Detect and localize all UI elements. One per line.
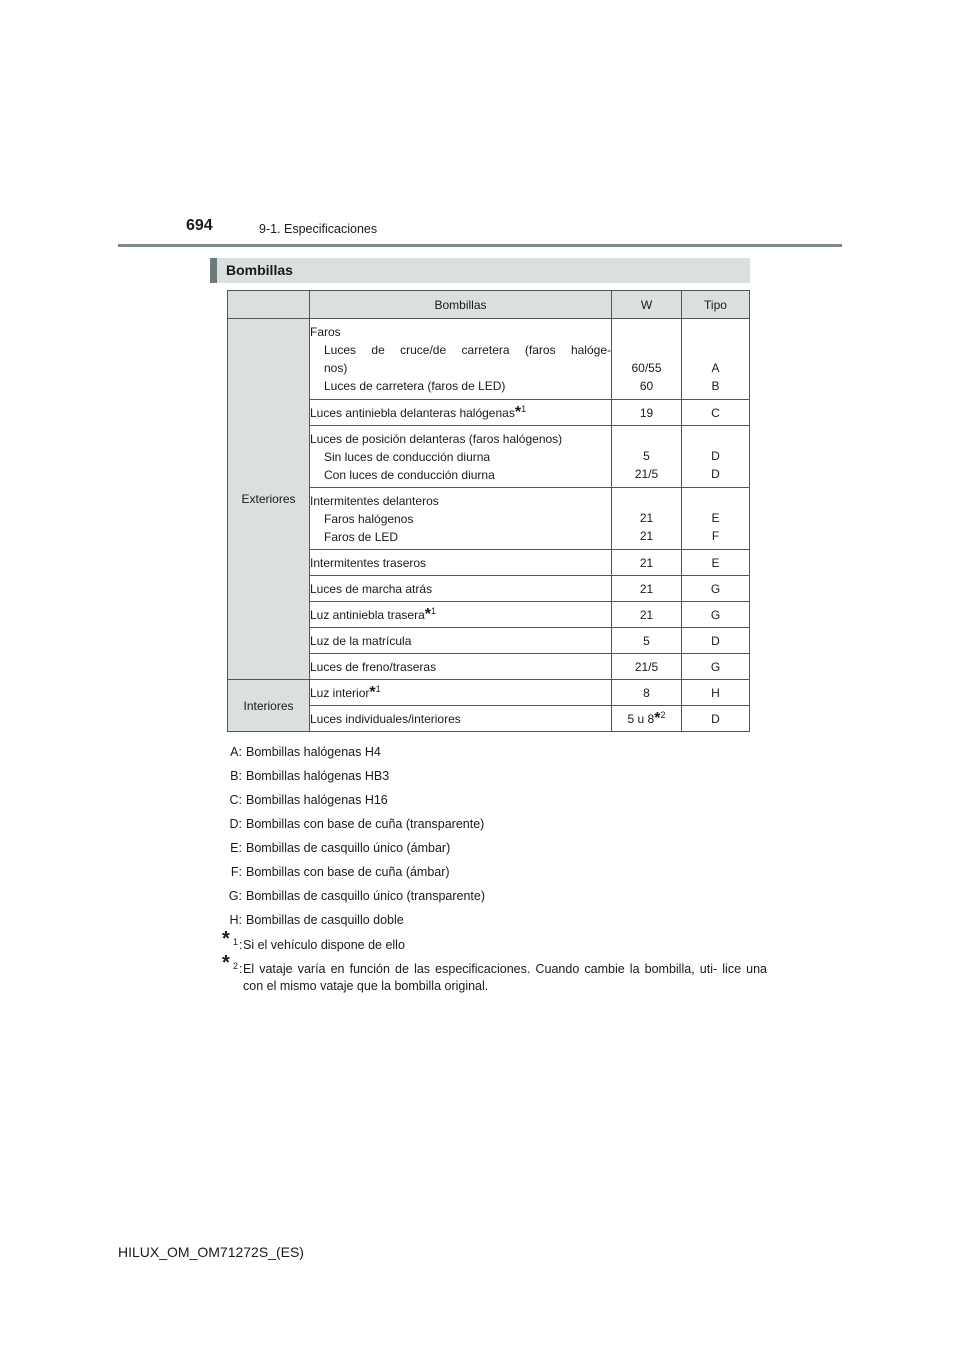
row-title: Luces individuales/interiores xyxy=(310,706,612,732)
row-sub: Luces de carretera (faros de LED) xyxy=(324,379,506,393)
asterisk-icon: * xyxy=(514,403,522,421)
legend-item xyxy=(226,912,485,936)
row-name xyxy=(310,400,612,426)
table-row xyxy=(228,319,750,400)
footnote-number: 2 xyxy=(233,961,239,971)
wattage: 60 xyxy=(639,379,654,393)
type: D xyxy=(682,706,750,732)
asterisk-icon: * xyxy=(222,952,230,974)
legend-text: Bombillas halógenas H16 xyxy=(246,793,388,807)
type: G xyxy=(682,654,750,680)
row-sub: Sin luces de conducción diurna xyxy=(324,449,491,464)
type: G xyxy=(682,602,750,628)
legend-item xyxy=(226,792,485,816)
note-ref: 1 xyxy=(521,403,527,414)
row-sub: Faros de LED xyxy=(324,529,399,544)
bulbs-table xyxy=(227,290,750,732)
type: D xyxy=(711,467,720,481)
asterisk-icon: * xyxy=(222,928,230,950)
wattage: 8 xyxy=(612,680,682,706)
legend-text: Bombillas de casquillo único (ámbar) xyxy=(246,841,451,855)
type: H xyxy=(682,680,750,706)
legend-key: D: xyxy=(229,817,242,831)
legend-key: F: xyxy=(230,865,242,879)
wattage: 60/55 xyxy=(631,361,662,375)
row-title: Luz antiniebla trasera xyxy=(310,607,425,622)
wattage-cell xyxy=(612,319,682,400)
note-ref: 1 xyxy=(375,683,381,694)
group-label: Interiores xyxy=(228,680,310,732)
asterisk-icon: * xyxy=(424,605,431,623)
row-title: Luces antiniebla delanteras halógenas xyxy=(310,405,515,420)
type-legend xyxy=(226,744,485,936)
legend-item xyxy=(226,816,485,840)
row-sub: nos) xyxy=(324,361,348,375)
wattage: 21 xyxy=(612,576,682,602)
row-name xyxy=(310,488,612,550)
table-header-row xyxy=(228,291,750,319)
wattage-cell xyxy=(612,706,682,732)
row-title: Luces de posición delanteras (faros halógenos) xyxy=(310,431,563,446)
type: G xyxy=(682,576,750,602)
footnote-text: El vataje varía en función de las especificaciones. Cuando cambie la bombilla, uti- lice una con el mismo vataje que la bombilla original. xyxy=(243,962,767,993)
type-cell xyxy=(682,488,750,550)
note-ref: 1 xyxy=(430,605,436,616)
type: D xyxy=(682,628,750,654)
row-title: Intermitentes traseros xyxy=(310,550,612,576)
heading-text: Bombillas xyxy=(226,262,293,278)
legend-key: E: xyxy=(230,841,242,855)
table-row xyxy=(228,680,750,706)
header-empty-cell xyxy=(228,291,310,319)
legend-key: A: xyxy=(230,745,242,759)
legend-item xyxy=(226,840,485,864)
section-heading xyxy=(210,258,750,283)
wattage-cell xyxy=(612,426,682,488)
wattage: 5 xyxy=(612,628,682,654)
row-sub: Luces de cruce/de carretera (faros halóge- xyxy=(324,343,611,357)
legend-text: Bombillas con base de cuña (transparente) xyxy=(246,817,485,831)
type: F xyxy=(711,529,720,543)
type: B xyxy=(711,379,720,393)
wattage: 21 xyxy=(612,550,682,576)
wattage: 5 u 8 xyxy=(627,711,655,726)
row-name xyxy=(310,319,612,400)
row-title: Luz de la matrícula xyxy=(310,628,612,654)
type: C xyxy=(682,400,750,426)
legend-key: C: xyxy=(229,793,242,807)
row-title: Luz interior xyxy=(310,685,370,700)
header-rule xyxy=(118,244,842,247)
row-title: Luces de freno/traseras xyxy=(310,654,612,680)
legend-text: Bombillas halógenas HB3 xyxy=(246,769,390,783)
legend-text: Bombillas halógenas H4 xyxy=(246,745,381,759)
row-sub: Faros halógenos xyxy=(324,511,414,526)
heading-bar xyxy=(210,258,217,283)
row-name xyxy=(310,602,612,628)
type-cell xyxy=(682,319,750,400)
column-header: Bombillas xyxy=(310,291,612,319)
section-title: 9-1. Especificaciones xyxy=(259,222,378,236)
type-cell xyxy=(682,426,750,488)
wattage: 21/5 xyxy=(634,467,659,481)
legend-text: Bombillas con base de cuña (ámbar) xyxy=(246,865,450,879)
row-sub: Con luces de conducción diurna xyxy=(324,467,495,482)
legend-item xyxy=(226,768,485,792)
row-title: Faros xyxy=(310,325,341,339)
type: E xyxy=(711,511,720,525)
wattage: 21 xyxy=(639,511,654,525)
footnote-number: 1 xyxy=(233,937,239,947)
column-header: Tipo xyxy=(682,291,750,319)
asterisk-icon: * xyxy=(369,683,376,701)
legend-item xyxy=(226,888,485,912)
wattage: 19 xyxy=(612,400,682,426)
footnote-text: Si el vehículo dispone de ello xyxy=(243,938,405,952)
wattage: 21/5 xyxy=(612,654,682,680)
row-name xyxy=(310,426,612,488)
type: E xyxy=(682,550,750,576)
row-title: Intermitentes delanteros xyxy=(310,493,439,508)
legend-key: H: xyxy=(229,913,242,927)
group-label: Exteriores xyxy=(228,319,310,680)
row-name xyxy=(310,680,612,706)
wattage: 5 xyxy=(643,449,650,463)
wattage-cell xyxy=(612,488,682,550)
type: A xyxy=(711,361,720,375)
page-number: 694 xyxy=(186,217,213,234)
legend-item xyxy=(226,864,485,888)
legend-text: Bombillas de casquillo doble xyxy=(246,913,404,927)
row-title: Luces de marcha atrás xyxy=(310,576,612,602)
type: D xyxy=(711,449,720,463)
legend-key: G: xyxy=(228,889,242,903)
footer-doc-code: HILUX_OM_OM71272S_(ES) xyxy=(118,1244,304,1260)
wattage: 21 xyxy=(639,529,654,543)
wattage: 21 xyxy=(612,602,682,628)
legend-item xyxy=(226,744,485,768)
note-ref: 2 xyxy=(660,709,666,720)
legend-text: Bombillas de casquillo único (transparente) xyxy=(246,889,486,903)
asterisk-icon: * xyxy=(654,709,661,727)
legend-key: B: xyxy=(230,769,242,783)
column-header: W xyxy=(612,291,682,319)
